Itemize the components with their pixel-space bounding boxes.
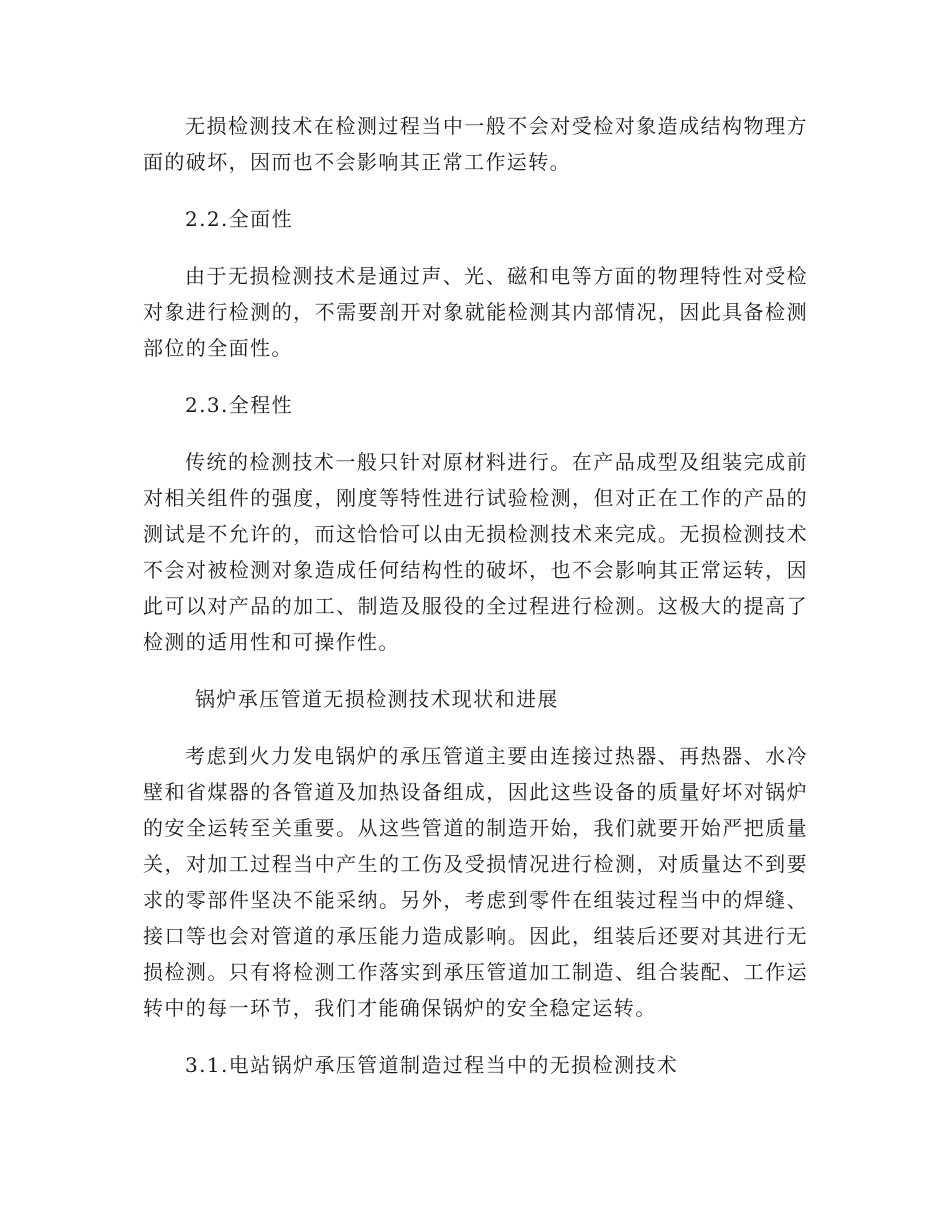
heading-manufacturing-ndt: 3.1.电站锅炉承压管道制造过程当中的无损检测技术 [185,1053,679,1077]
heading-comprehensive: 2.2.全面性 [185,207,293,231]
heading-status-progress: 锅炉承压管道无损检测技术现状和进展 [195,687,559,711]
heading-whole-process: 2.3.全程性 [185,393,293,417]
paragraph-whole-process: 传统的检测技术一般只针对原材料进行。在产品成型及组装完成前对相关组件的强度，刚度等特性进行试验检测，但对正在工作的产品的测试是不允许的，而这恰恰可以由无损检测技术来完成。无损检测技术不会对被检测对象造成任何结构性的破坏，也不会影响其正常运转，因此可以对产品的加工、制造及服役的全过程进行检测。这极大的提高了检测的适用性和可操作性。 [143,450,808,654]
document-body [143,108,808,1104]
paragraph-comprehensive: 由于无损检测技术是通过声、光、磁和电等方面的物理特性对受检对象进行检测的，不需要剖开对象就能检测其内部情况，因此具备检测部位的全面性。 [143,264,808,360]
paragraph-nondestructive: 无损检测技术在检测过程当中一般不会对受检对象造成结构物理方面的破坏，因而也不会影响其正常工作运转。 [143,114,808,174]
paragraph-boiler-pipes: 考虑到火力发电锅炉的承压管道主要由连接过热器、再热器、水冷壁和省煤器的各管道及加热设备组成，因此这些设备的质量好坏对锅炉的安全运转至关重要。从这些管道的制造开始，我们就要开始严把质量关，对加工过程当中产生的工伤及受损情况进行检测，对质量达不到要求的零部件坚决不能采纳。另外，考虑到零件在组装过程当中的焊缝、接口等也会对管道的承压能力造成影响。因此，组装后还要对其进行无损检测。只有将检测工作落实到承压管道加工制造、组合装配、工作运转中的每一环节，我们才能确保锅炉的安全稳定运转。 [143,744,808,1020]
